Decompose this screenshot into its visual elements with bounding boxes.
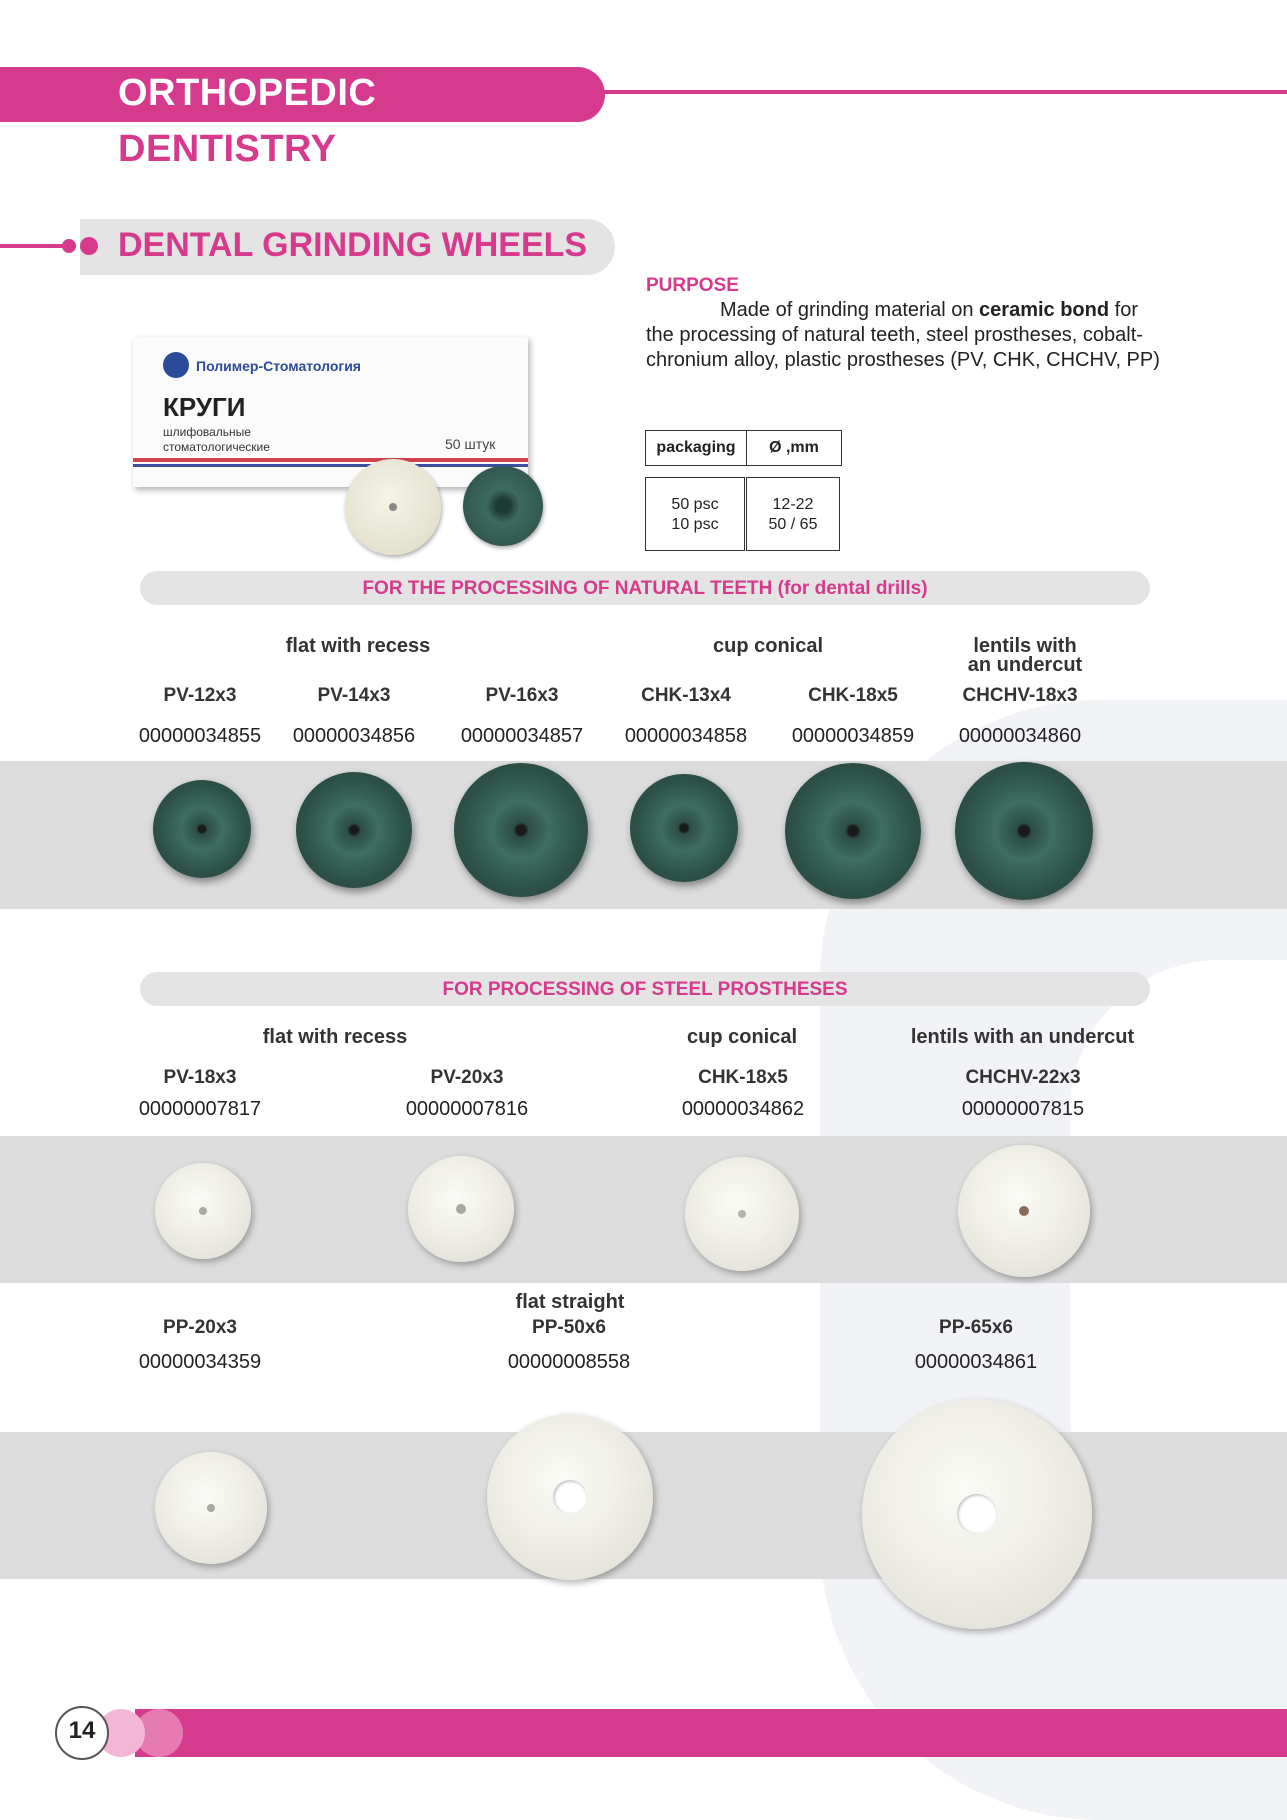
green-wheel-image bbox=[463, 466, 543, 546]
category-title: FOR THE PROCESSING OF NATURAL TEETH (for dental drills) bbox=[362, 578, 928, 599]
purpose-text: Made of grinding material on ceramic bond for the processing of natural teeth, steel prostheses, cobalt-chronium alloy, plastic prostheses (PV, CHK, CHCHV, PP) bbox=[646, 299, 1160, 371]
table-cell-diameter: 12-22 50 / 65 bbox=[746, 477, 840, 551]
box-stripe-blue bbox=[133, 464, 528, 467]
footer-bar bbox=[135, 1709, 1287, 1757]
brand-logo-icon bbox=[163, 352, 189, 378]
article-number: 00000007815 bbox=[961, 1098, 1085, 1120]
product-code: PV-12x3 bbox=[163, 685, 237, 706]
grinding-wheel-image bbox=[454, 763, 588, 897]
product-code: PP-50x6 bbox=[532, 1317, 606, 1338]
article-number: 00000034857 bbox=[460, 725, 584, 747]
article-number: 00000007817 bbox=[138, 1098, 262, 1120]
product-code: PP-65x6 bbox=[939, 1317, 1013, 1338]
category-bar-natural-teeth bbox=[140, 571, 1150, 605]
category-title: FOR PROCESSING OF STEEL PROSTHESES bbox=[442, 979, 848, 1000]
product-code: PV-16x3 bbox=[485, 685, 559, 706]
article-number: 00000034856 bbox=[292, 725, 416, 747]
grinding-wheel-image bbox=[153, 780, 251, 878]
box-quantity: 50 штук bbox=[445, 436, 496, 452]
group-label: lentils with bbox=[973, 635, 1077, 657]
grinding-wheel-image bbox=[296, 772, 412, 888]
header-line bbox=[600, 90, 1287, 94]
box-brand: Полимер-Стоматология bbox=[196, 358, 361, 374]
grinding-wheel-image bbox=[685, 1157, 799, 1271]
grinding-wheel-image bbox=[487, 1414, 653, 1580]
box-subtitle-line2: стоматологические bbox=[163, 440, 270, 454]
table-header-packaging: packaging bbox=[645, 430, 747, 466]
group-label: an undercut bbox=[967, 654, 1083, 676]
box-stripe-red bbox=[133, 458, 528, 462]
grinding-wheel-image bbox=[862, 1399, 1092, 1629]
grinding-wheel-image bbox=[785, 763, 921, 899]
group-label: flat straight bbox=[515, 1291, 625, 1313]
grinding-wheel-image bbox=[155, 1163, 251, 1259]
article-number: 00000034861 bbox=[914, 1351, 1038, 1373]
box-subtitle-line1: шлифовальные bbox=[163, 425, 251, 439]
product-code: PV-14x3 bbox=[317, 685, 391, 706]
page-title-line1: ORTHOPEDIC bbox=[118, 72, 377, 114]
table-header-diameter: Ø ,mm bbox=[746, 430, 842, 466]
grinding-wheel-image bbox=[955, 762, 1093, 900]
purpose-heading: PURPOSE bbox=[646, 275, 739, 296]
grinding-wheel-image bbox=[155, 1452, 267, 1564]
group-label: flat with recess bbox=[262, 1026, 408, 1048]
product-code: CHK-18x5 bbox=[698, 1067, 788, 1088]
grinding-wheel-image bbox=[958, 1145, 1090, 1277]
grinding-wheel-image bbox=[408, 1156, 514, 1262]
product-code: PP-20x3 bbox=[163, 1317, 237, 1338]
product-code: CHCHV-22x3 bbox=[965, 1067, 1081, 1088]
grinding-wheel-image bbox=[630, 774, 738, 882]
table-cell-packaging: 50 psc 10 psc bbox=[645, 477, 745, 551]
article-number: 00000034860 bbox=[958, 725, 1082, 747]
article-number: 00000034359 bbox=[138, 1351, 262, 1373]
group-label: cup conical bbox=[686, 1026, 798, 1048]
page-title-line2: DENTISTRY bbox=[118, 128, 337, 170]
article-number: 00000034855 bbox=[138, 725, 262, 747]
product-code: CHCHV-18x3 bbox=[962, 685, 1078, 706]
box-title: КРУГИ bbox=[163, 392, 246, 422]
product-code: PV-20x3 bbox=[430, 1067, 504, 1088]
bullet-dot-icon bbox=[80, 237, 98, 255]
section-title-line bbox=[0, 244, 65, 248]
page-number: 14 bbox=[68, 1717, 96, 1744]
section-title: DENTAL GRINDING WHEELS bbox=[118, 226, 588, 264]
product-code: CHK-18x5 bbox=[808, 685, 898, 706]
group-label: cup conical bbox=[712, 635, 824, 657]
group-label: lentils with an undercut bbox=[910, 1026, 1135, 1048]
bullet-dot-icon bbox=[62, 239, 76, 253]
article-number: 00000007816 bbox=[405, 1098, 529, 1120]
product-code: CHK-13x4 bbox=[641, 685, 731, 706]
product-code: PV-18x3 bbox=[163, 1067, 237, 1088]
category-bar-steel-prostheses bbox=[140, 972, 1150, 1006]
group-label: flat with recess bbox=[285, 635, 431, 657]
article-number: 00000034858 bbox=[624, 725, 748, 747]
white-wheel-image bbox=[345, 459, 441, 555]
article-number: 00000008558 bbox=[507, 1351, 631, 1373]
article-number: 00000034862 bbox=[681, 1098, 805, 1120]
article-number: 00000034859 bbox=[791, 725, 915, 747]
